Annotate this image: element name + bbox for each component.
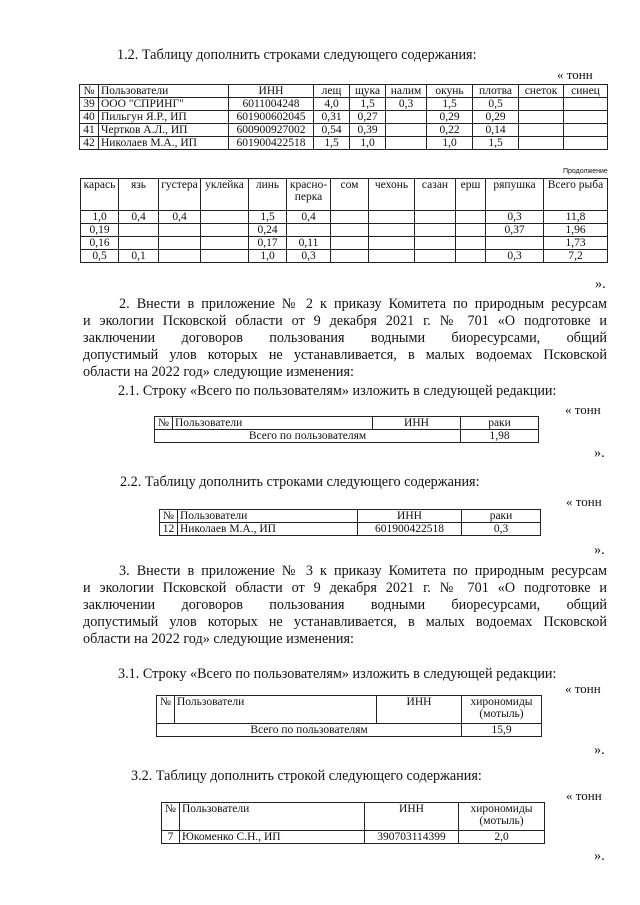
- col-header: Пользователи: [99, 85, 229, 98]
- cell: 0,5: [81, 250, 119, 263]
- cell: [369, 250, 415, 263]
- table-header-row: [162, 803, 545, 831]
- col-header: ИНН: [358, 510, 462, 523]
- unit-label: « тонн: [565, 402, 601, 417]
- cell: 2,0: [459, 831, 545, 844]
- cell: [564, 111, 608, 124]
- cell: 0,4: [119, 211, 159, 224]
- cell: [519, 137, 564, 150]
- cell: [519, 124, 564, 137]
- closing-quote: ».: [594, 445, 605, 461]
- table-header-row: [80, 85, 608, 98]
- cell: 0,54: [314, 124, 350, 137]
- cell: 0,14: [473, 124, 519, 137]
- table-header-row: [160, 510, 541, 523]
- cell: 40: [80, 111, 99, 124]
- total-row: [155, 430, 539, 443]
- col-header: лещ: [314, 85, 350, 98]
- cell: [201, 250, 249, 263]
- col-header: №: [160, 510, 178, 523]
- col-header: налим: [386, 85, 427, 98]
- paragraph-line: области на 2022 год» следующие изменения:: [83, 364, 354, 380]
- cell: 7,2: [544, 250, 608, 263]
- table-row: [81, 224, 608, 237]
- table-row: [80, 124, 608, 137]
- cell: Чертков А.Л., ИП: [99, 124, 229, 137]
- cell: 0,29: [473, 111, 519, 124]
- cell: 0,39: [350, 124, 386, 137]
- cell: [119, 237, 159, 250]
- cell: 1,5: [249, 211, 287, 224]
- col-header: густера: [159, 179, 201, 211]
- cell: [519, 98, 564, 111]
- cell: 0,29: [427, 111, 473, 124]
- col-header: раки: [461, 417, 539, 430]
- col-header: синец: [564, 85, 608, 98]
- col-header: окунь: [427, 85, 473, 98]
- paragraph-line: заключении договоров пользования водными биоресурсами, общий: [83, 330, 607, 346]
- col-header: №: [162, 803, 180, 831]
- cell: [201, 237, 249, 250]
- col-header: хирономиды (мотыль): [459, 803, 545, 831]
- col-header: линь: [249, 179, 287, 211]
- cell: 0,31: [314, 111, 350, 124]
- col-header: щука: [350, 85, 386, 98]
- cell: 1,5: [350, 98, 386, 111]
- cell: 0,16: [81, 237, 119, 250]
- table-2-2: [159, 509, 541, 536]
- cell: 1,5: [473, 137, 519, 150]
- cell: [564, 98, 608, 111]
- col-header: Всего рыба: [544, 179, 608, 211]
- closing-quote: ».: [594, 848, 605, 864]
- section-3-paragraph: [83, 563, 607, 648]
- col-header: Пользователи: [178, 510, 358, 523]
- cell: 1,73: [544, 237, 608, 250]
- cell: [159, 250, 201, 263]
- section-2-2-heading: 2.2. Таблицу дополнить строками следующего содержания:: [120, 474, 480, 490]
- cell: [201, 224, 249, 237]
- unit-label: « тонн: [566, 494, 602, 509]
- col-header: Пользователи: [180, 803, 365, 831]
- cell: Николаев М.А., ИП: [99, 137, 229, 150]
- cell: [415, 211, 456, 224]
- table-1-2: [79, 84, 608, 150]
- cell: [415, 250, 456, 263]
- cell: 0,1: [119, 250, 159, 263]
- col-header: ИНН: [377, 696, 462, 724]
- col-header: ряпушка: [486, 179, 544, 211]
- cell: [386, 137, 427, 150]
- paragraph-line: допустимый улов которых не устанавливается, в малых водоемах Псковской: [83, 614, 607, 630]
- paragraph-line: допустимый улов которых не устанавливается, в малых водоемах Псковской: [83, 347, 607, 363]
- table-row: [160, 523, 541, 536]
- cell: 7: [162, 831, 180, 844]
- closing-quote: ».: [595, 276, 606, 292]
- total-value: 15,9: [462, 724, 542, 737]
- col-header: №: [155, 417, 173, 430]
- cell: 0,11: [287, 237, 331, 250]
- col-header: красно-перка: [287, 179, 331, 211]
- paragraph-line: и экологии Псковской области от 9 декабря 2021 г. № 701 «О подготовке и: [83, 313, 607, 329]
- table-header-row: [155, 417, 539, 430]
- cell: [287, 224, 331, 237]
- cell: [386, 124, 427, 137]
- cell: 1,0: [249, 250, 287, 263]
- cell: [331, 237, 369, 250]
- col-header: Пользователи: [175, 696, 377, 724]
- col-header: раки: [462, 510, 541, 523]
- cell: [201, 211, 249, 224]
- cell: Юкоменко С.Н., ИП: [180, 831, 365, 844]
- cell: 0,37: [486, 224, 544, 237]
- cell: ООО "СПРИНГ": [99, 98, 229, 111]
- total-label: Всего по пользователям: [155, 430, 461, 443]
- cell: 39: [80, 98, 99, 111]
- cell: 0,3: [386, 98, 427, 111]
- cell: [456, 224, 486, 237]
- cell: 1,5: [314, 137, 350, 150]
- cell: 0,4: [159, 211, 201, 224]
- cell: 11,8: [544, 211, 608, 224]
- col-header: снеток: [519, 85, 564, 98]
- table-2-1: [154, 416, 539, 443]
- cell: 41: [80, 124, 99, 137]
- col-header: Пользователи: [173, 417, 373, 430]
- closing-quote: ».: [594, 542, 605, 558]
- section-3-2-heading: 3.2. Таблицу дополнить строкой следующего содержания:: [131, 768, 482, 784]
- table-row: [81, 211, 608, 224]
- total-label: Всего по пользователям: [157, 724, 462, 737]
- cell: [159, 237, 201, 250]
- table-row: [81, 250, 608, 263]
- col-header: ерш: [456, 179, 486, 211]
- cell: [386, 111, 427, 124]
- cell: 0,3: [287, 250, 331, 263]
- cell: [456, 250, 486, 263]
- cell: 4,0: [314, 98, 350, 111]
- cell: [331, 224, 369, 237]
- col-header: ИНН: [365, 803, 459, 831]
- cell: [456, 211, 486, 224]
- table-header-row: [81, 179, 608, 211]
- cell: [369, 211, 415, 224]
- cell: [564, 124, 608, 137]
- total-row: [157, 724, 542, 737]
- total-value: 1,98: [461, 430, 539, 443]
- paragraph-line: 2. Внести в приложение № 2 к приказу Комитета по природным ресурсам: [119, 296, 607, 312]
- cell: [119, 224, 159, 237]
- cell: [369, 224, 415, 237]
- unit-label: « тонн: [566, 788, 602, 803]
- cell: [519, 111, 564, 124]
- table-row: [80, 137, 608, 150]
- table-row: [81, 237, 608, 250]
- closing-quote: ».: [594, 742, 605, 758]
- cell: 0,3: [486, 250, 544, 263]
- cell: 0,22: [427, 124, 473, 137]
- cell: 1,0: [81, 211, 119, 224]
- table-row: [80, 98, 608, 111]
- continuation-label: Продолжение: [563, 168, 608, 175]
- cell: [159, 224, 201, 237]
- cell: Пильгун Я.Р., ИП: [99, 111, 229, 124]
- col-header: плотва: [473, 85, 519, 98]
- cell: 12: [160, 523, 178, 536]
- section-3-1-heading: 3.1. Строку «Всего по пользователям» изложить в следующей редакции:: [118, 666, 557, 682]
- cell: 600900927002: [229, 124, 314, 137]
- cell: 390703114399: [365, 831, 459, 844]
- col-header: №: [157, 696, 175, 724]
- col-header: язь: [119, 179, 159, 211]
- cell: 0,19: [81, 224, 119, 237]
- section-1-2-heading: 1.2. Таблицу дополнить строками следующего содержания:: [117, 47, 477, 63]
- cell: 0,4: [287, 211, 331, 224]
- unit-label: « тонн: [557, 67, 593, 82]
- col-header: ИНН: [229, 85, 314, 98]
- cell: 0,24: [249, 224, 287, 237]
- table-3-1: [156, 695, 542, 737]
- table-row: [80, 111, 608, 124]
- paragraph-line: заключении договоров пользования водными биоресурсами, общий: [83, 597, 607, 613]
- cell: [564, 137, 608, 150]
- col-header: уклейка: [201, 179, 249, 211]
- cell: 1,5: [427, 98, 473, 111]
- section-2-paragraph: [83, 296, 607, 381]
- col-header: сазан: [415, 179, 456, 211]
- cell: 601900602045: [229, 111, 314, 124]
- cell: 601900422518: [229, 137, 314, 150]
- cell: 0,3: [462, 523, 541, 536]
- cell: 0,5: [473, 98, 519, 111]
- cell: Николаев М.А., ИП: [178, 523, 358, 536]
- table-1-2-continued: [80, 178, 608, 263]
- paragraph-line: и экологии Псковской области от 9 декабря 2021 г. № 701 «О подготовке и: [83, 580, 607, 596]
- col-header: хирономиды (мотыль): [462, 696, 542, 724]
- cell: 6011004248: [229, 98, 314, 111]
- cell: 1,0: [427, 137, 473, 150]
- cell: [415, 224, 456, 237]
- col-header: карась: [81, 179, 119, 211]
- cell: [331, 250, 369, 263]
- paragraph-line: 3. Внести в приложение № 3 к приказу Комитета по природным ресурсам: [119, 563, 607, 579]
- cell: [486, 237, 544, 250]
- col-header: чехонь: [369, 179, 415, 211]
- col-header: ИНН: [373, 417, 461, 430]
- cell: [331, 211, 369, 224]
- cell: 1,96: [544, 224, 608, 237]
- cell: [369, 237, 415, 250]
- cell: [415, 237, 456, 250]
- cell: [456, 237, 486, 250]
- cell: 0,27: [350, 111, 386, 124]
- unit-label: « тонн: [565, 681, 601, 696]
- paragraph-line: области на 2022 год» следующие изменения:: [83, 631, 354, 647]
- col-header: сом: [331, 179, 369, 211]
- table-header-row: [157, 696, 542, 724]
- col-header: №: [80, 85, 99, 98]
- table-3-2: [161, 802, 545, 844]
- cell: 601900422518: [358, 523, 462, 536]
- cell: 1,0: [350, 137, 386, 150]
- section-2-1-heading: 2.1. Строку «Всего по пользователям» изложить в следующей редакции:: [118, 383, 557, 399]
- cell: 0,3: [486, 211, 544, 224]
- cell: 42: [80, 137, 99, 150]
- table-row: [162, 831, 545, 844]
- cell: 0,17: [249, 237, 287, 250]
